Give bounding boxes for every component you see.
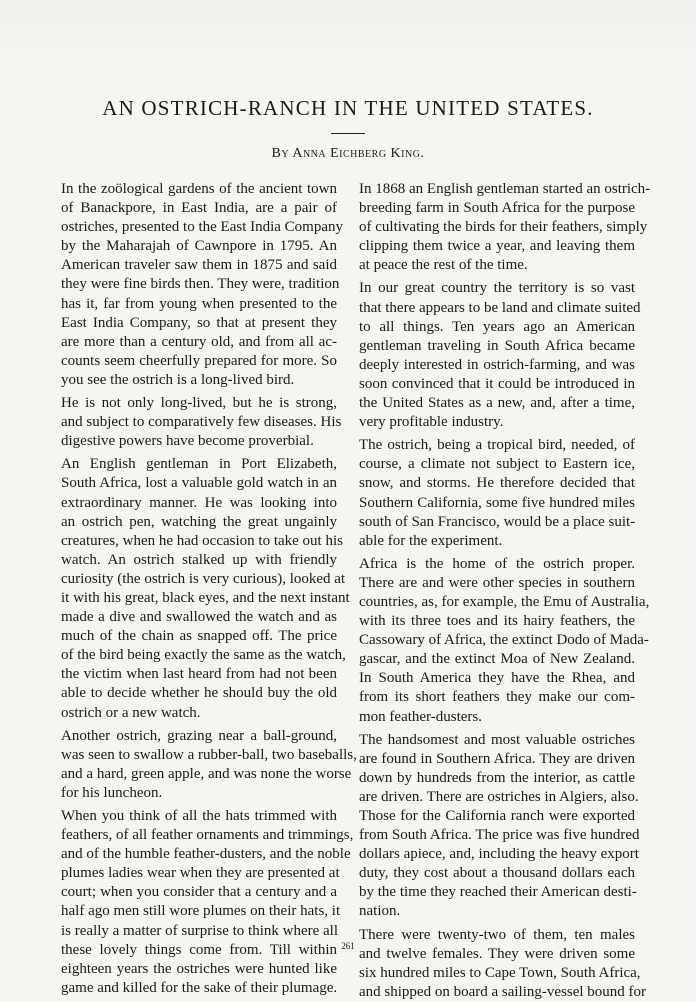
text-line: An English gentleman in Port Elizabeth, [61,456,337,473]
text-line: that there appears to be land and climate suited [359,299,641,316]
paragraph [345,180,651,275]
paragraph [345,436,635,551]
text-line: In our great country the territory is so vast [359,280,635,297]
text-line: In 1868 an English gentleman started an ostrich- [359,181,651,197]
text-line: There were twenty-two of them, ten males [359,926,635,943]
text-line: you see the ostrich is a long-lived bird. [61,371,295,388]
text-line: feathers, of all feather ornaments and trimmings, [61,827,354,844]
paragraph [345,279,641,432]
text-line: nation. [359,903,401,920]
paragraph [47,727,357,803]
text-line: plumes ladies wear when they are presented at [61,865,340,882]
text-line: are driven. There are ostriches in Algiers, also. [359,788,639,805]
text-line: mon feather-dusters. [359,708,482,725]
text-line: of the bird being exactly the same as the watch, [61,647,346,664]
text-line: with its three toes and its hairy feathers, the [359,613,635,630]
byline: By Anna Eichberg King. [271,146,425,161]
text-line: to all things. Ten years ago an American [359,318,635,335]
text-line: gascar, and the extinct Moa of New Zealand. [359,651,635,668]
paragraph [345,731,640,922]
text-line: ostrich or a new watch. [61,704,201,721]
text-line: digestive powers have become proverbial. [61,433,314,450]
text-line: He is not only long-lived, but he is strong, [61,395,337,412]
text-line: extraordinary manner. He was looking into [61,494,337,511]
text-line: In the zoölogical gardens of the ancient town [61,181,337,197]
text-line: at peace the rest of the time. [359,257,528,274]
text-line: are found in Southern Africa. They are driven [359,750,635,767]
text-line: creatures, when he had occasion to take out his [61,532,343,549]
text-line: of Banackpore, in East India, are a pair of [61,200,337,217]
text-line: snow, and storms. He therefore decided that [359,475,635,492]
text-line: and subject to comparatively few diseases. His [61,414,342,431]
text-line: and a hard, green apple, and was none the worse [61,765,352,782]
article-title: AN OSTRICH-RANCH IN THE UNITED STATES. [102,96,594,120]
text-line: these lovely things come from. Till within [61,941,337,958]
right-column [345,180,651,1002]
text-line: much of the chain as snapped off. The price [61,628,337,645]
text-line: curiosity (the ostrich is very curious), looked at [61,570,346,587]
text-line: soon convinced that it could be introduced in [359,375,635,392]
text-line: When you think of all the hats trimmed with [61,808,337,824]
text-line: eighteen years the ostriches were hunted like [61,960,337,977]
text-line: Africa is the home of the ostrich proper. [359,555,635,572]
text-line: game and killed for the sake of their plumage. [61,979,338,996]
text-line: made a dive and swallowed the watch and as [61,609,337,626]
text-line: and twelve females. They were driven some [359,945,635,962]
text-line: has it, far from young when presented to the [61,295,337,312]
page-number: 261 [341,941,355,951]
text-line: American traveler saw them in 1875 and said [61,257,337,274]
text-line: is really a matter of surprise to think where all [61,922,338,939]
paragraph [47,394,342,451]
text-line: breeding farm in South Africa for the purpose [359,200,635,217]
text-line: by the Maharajah of Cawnpore in 1795. An [61,238,337,255]
text-line: East India Company, so that at present they [61,314,337,331]
text-line: In South America they have the Rhea, and [359,670,635,687]
text-line: and shipped on board a sailing-vessel bound for [359,983,647,1000]
text-line: Southern California, some five hundred miles [359,494,635,511]
text-line: by the time they reached their American desti- [359,884,637,901]
text-line: half ago men still wore plumes on their hats, it [61,903,341,920]
text-line: are more than a century old, and from all ac- [61,333,337,350]
text-line: There are and were other species in southern [359,574,635,591]
paragraph [47,455,350,722]
text-line: counts seem cheerfully prepared for more. So [61,352,337,369]
text-line: from South Africa. The price was five hundred [359,827,640,844]
text-line: the victim when last heard from had not been [61,666,337,683]
text-line: able to decide whether he should buy the old [61,685,337,702]
text-line: for his luncheon. [61,784,163,801]
text-line: duty, they cost about a thousand dollars each [359,865,635,882]
text-line: ostriches, presented to the East India Company [61,219,344,236]
title-rule [331,133,365,134]
text-line: down by hundreds from the interior, as cattle [359,769,635,786]
text-line: countries, as, for example, the Emu of Australia, [359,593,650,610]
text-line: was seen to swallow a rubber-ball, two baseballs, [61,746,357,763]
text-line: very profitable industry. [359,414,504,431]
paragraph [345,926,647,1002]
text-line: south of San Francisco, would be a place suit- [359,513,636,530]
bleed-through-shadow [0,0,696,60]
text-line: from its short feathers they make our com- [359,689,635,706]
text-line: dollars apiece, and, including the heavy export [359,846,639,863]
text-line: six hundred miles to Cape Town, South Africa, [359,964,641,981]
text-line: able for the experiment. [359,532,503,549]
paragraph [47,180,344,390]
text-line: The handsomest and most valuable ostriches [359,731,635,748]
text-line: the United States as a new, and, after a time, [359,395,635,412]
text-line: course, a climate not subject to Eastern ice, [359,456,635,473]
text-line: an ostrich pen, watching the great ungainly [61,513,337,530]
text-line: The ostrich, being a tropical bird, needed, of [359,437,635,454]
paragraph [345,555,650,727]
text-line: gentleman traveling in South Africa became [359,337,635,354]
text-line: deeply interested in ostrich-farming, and was [359,356,635,373]
text-line: they were fine birds then. They were, tradition [61,276,340,293]
text-line: watch. An ostrich stalked up with friendly [61,551,337,568]
text-line: and of the humble feather-dusters, and the noble [61,846,351,863]
text-line: it with his great, black eyes, and the next instant [61,589,350,606]
text-line: Cassowary of Africa, the extinct Dodo of Mada- [359,632,649,649]
text-line: Another ostrich, grazing near a ball-ground, [61,727,337,744]
text-line: of cultivating the birds for their feathers, simply [359,219,648,236]
text-line: Those for the California ranch were exported [359,808,635,824]
text-line: South Africa, lost a valuable gold watch in an [61,475,337,492]
text-line: court; when you consider that a century and a [61,884,337,901]
text-line: clipping them twice a year, and leaving them [359,238,635,255]
